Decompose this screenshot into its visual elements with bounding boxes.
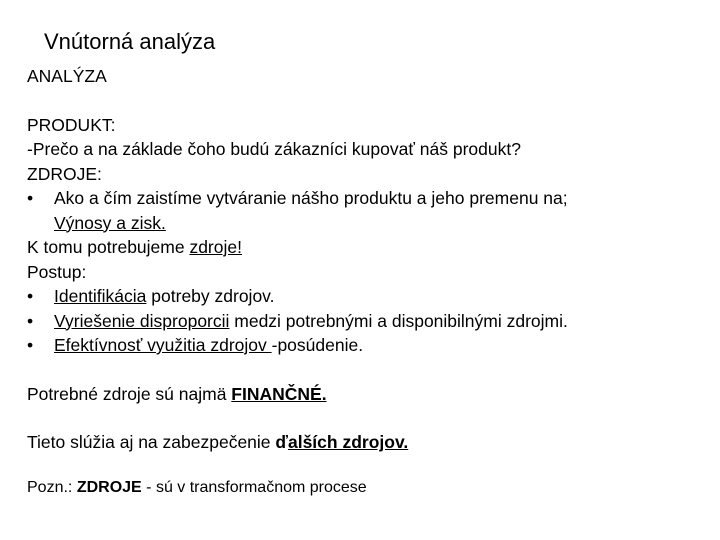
- postup-step-rest: potreby zdrojov.: [146, 286, 275, 306]
- postup-step-rest: -posúdenie.: [271, 335, 364, 355]
- dalsie-line: [27, 430, 707, 455]
- zdroje-bullet: [27, 186, 707, 235]
- bullet-dot: •: [27, 188, 34, 208]
- postup-step: [27, 309, 707, 334]
- postup-step-rest: medzi potrebnými a disponibilnými zdrojmi.: [229, 310, 568, 331]
- bullet-dot: •: [27, 286, 34, 306]
- postup-step-link: Identifikácia: [54, 286, 147, 306]
- zdroje-bullet-link: Výnosy a zisk.: [54, 212, 166, 233]
- zdroje-label: ZDROJE:: [27, 163, 102, 184]
- section-heading: ANALÝZA: [27, 66, 107, 86]
- produkt-label: PRODUKT:: [27, 114, 116, 135]
- postup-step-link: Vyriešenie disproporcii: [54, 310, 230, 331]
- note-prefix: Pozn.:: [27, 478, 77, 496]
- financne-line: [27, 382, 707, 407]
- note-rest: - sú v transformačnom procese: [141, 478, 367, 496]
- zdroje-need: [27, 235, 707, 260]
- postup-step: [27, 333, 707, 358]
- produkt-question: -Prečo a na základe čoho budú zákazníci kupovať náš produkt?: [27, 139, 521, 159]
- postup-step-link: Efektívnosť využitia zdrojov: [54, 335, 272, 355]
- dalsie-prefix: Tieto slúžia aj na zabezpečenie: [27, 432, 276, 452]
- note-line: [27, 477, 707, 499]
- dalsie-emph-underlined: alších zdrojov.: [287, 432, 409, 452]
- note-emph: ZDROJE: [76, 478, 142, 496]
- postup-step: [27, 284, 707, 309]
- financne-emph: FINANČNÉ.: [231, 383, 327, 404]
- zdroje-need-link: zdroje!: [189, 237, 242, 257]
- financne-prefix: Potrebné zdroje sú najmä: [27, 383, 232, 404]
- bullet-dot: •: [27, 310, 34, 331]
- zdroje-bullet-text: Ako a čím zaistíme vytváranie nášho produktu a jeho premenu na;: [54, 188, 568, 208]
- postup-label: Postup:: [27, 261, 87, 282]
- zdroje-need-prefix: K tomu potrebujeme: [27, 237, 190, 257]
- slide-content: [27, 64, 707, 499]
- dalsie-emph-plain: ď: [275, 432, 288, 452]
- bullet-dot: •: [27, 335, 34, 355]
- slide-title: Vnútorná analýza: [44, 29, 216, 54]
